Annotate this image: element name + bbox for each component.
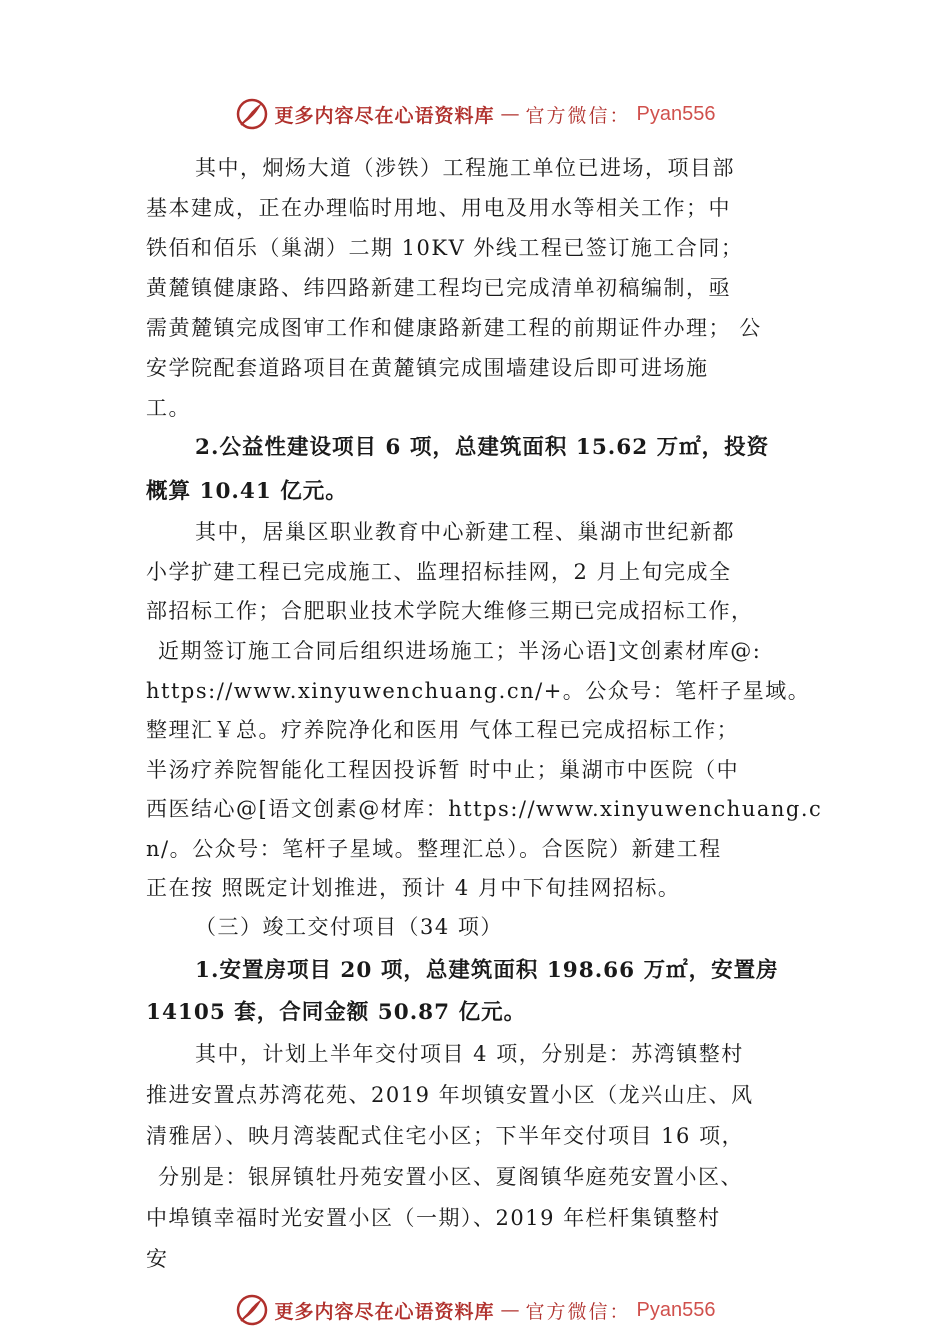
banner-dash: — — [500, 103, 520, 125]
text-line: https://www.xinyuwenchuang.cn/+。公众号：笔杆子星域。 — [146, 679, 811, 703]
banner-text: 更多内容尽在心语资料库 — [274, 1300, 495, 1323]
text-line: 部招标工作；合肥职业技术学院大维修三期已完成招标工作， — [146, 599, 754, 623]
text-line: 铁佰和佰乐（巢湖）二期 10KV 外线工程已签订施工合同； — [146, 236, 744, 260]
text-line: 其中，计划上半年交付项目 4 项，分别是：苏湾镇整村 — [195, 1042, 744, 1066]
text-line: n/。公众号：笔杆子星域。整理汇总）。合医院）新建工程 — [146, 837, 722, 861]
banner-text: 更多内容尽在心语资料库 — [274, 104, 495, 127]
text-line: 其中，炯炀大道（涉铁）工程施工单位已进场，项目部 — [195, 156, 735, 180]
banner-wechat-label: 官方微信： — [525, 104, 631, 127]
text-line: 其中，居巢区职业教育中心新建工程、巢湖市世纪新都 — [195, 520, 735, 544]
watermark-banner-bottom — [0, 1290, 950, 1330]
section-heading: 14105 套，合同金额 50.87 亿元。 — [146, 1000, 527, 1025]
text-line: 中埠镇幸福时光安置小区（一期）、2019 年栏杆集镇整村 — [146, 1206, 721, 1230]
text-line: 工。 — [146, 396, 191, 420]
text-line: 需黄麓镇完成图审工作和健康路新建工程的前期证件办理； 公 — [146, 316, 762, 340]
text-line: 基本建成，正在办理临时用地、用电及用水等相关工作；中 — [146, 196, 731, 220]
text-line: 安 — [146, 1247, 169, 1271]
feather-logo-icon — [235, 97, 269, 131]
banner-wechat-id: Pyan556 — [636, 102, 716, 125]
subsection-heading: （三）竣工交付项目（34 项） — [195, 915, 503, 939]
text-line: 西医结心@[语文创素@材库：https://www.xinyuwenchuang.c — [146, 797, 823, 821]
text-line: 半汤疗养院智能化工程因投诉暂 时中止；巢湖市中医院（中 — [146, 758, 740, 782]
text-line: 近期签订施工合同后组织进场施工；半汤心语]文创素材库@: — [158, 639, 762, 663]
watermark-banner-top — [0, 94, 950, 134]
section-heading: 概算 10.41 亿元。 — [146, 479, 348, 504]
text-line: 整理汇￥总。疗养院净化和医用 气体工程已完成招标工作； — [146, 718, 740, 742]
text-line: 正在按 照既定计划推进，预计 4 月中下旬挂网招标。 — [146, 876, 681, 900]
text-line: 安学院配套道路项目在黄麓镇完成围墙建设后即可进场施 — [146, 356, 709, 380]
text-line: 清雅居）、映月湾装配式住宅小区；下半年交付项目 16 项， — [146, 1124, 745, 1148]
banner-dash: — — [500, 1299, 520, 1321]
text-line: 小学扩建工程已完成施工、监理招标挂网，2 月上旬完成全 — [146, 560, 732, 584]
banner-wechat-id: Pyan556 — [636, 1298, 716, 1321]
section-heading: 1.安置房项目 20 项，总建筑面积 198.66 万㎡，安置房 — [195, 958, 779, 983]
text-line: 分别是：银屏镇牡丹苑安置小区、夏阁镇华庭苑安置小区、 — [158, 1165, 743, 1189]
section-heading: 2.公益性建设项目 6 项，总建筑面积 15.62 万㎡，投资 — [195, 435, 770, 460]
text-line: 推进安置点苏湾花苑、2019 年坝镇安置小区（龙兴山庄、风 — [146, 1083, 754, 1107]
text-line: 黄麓镇健康路、纬四路新建工程均已完成清单初稿编制，亟 — [146, 276, 731, 300]
banner-wechat-label: 官方微信： — [525, 1300, 631, 1323]
feather-logo-icon — [235, 1293, 269, 1327]
